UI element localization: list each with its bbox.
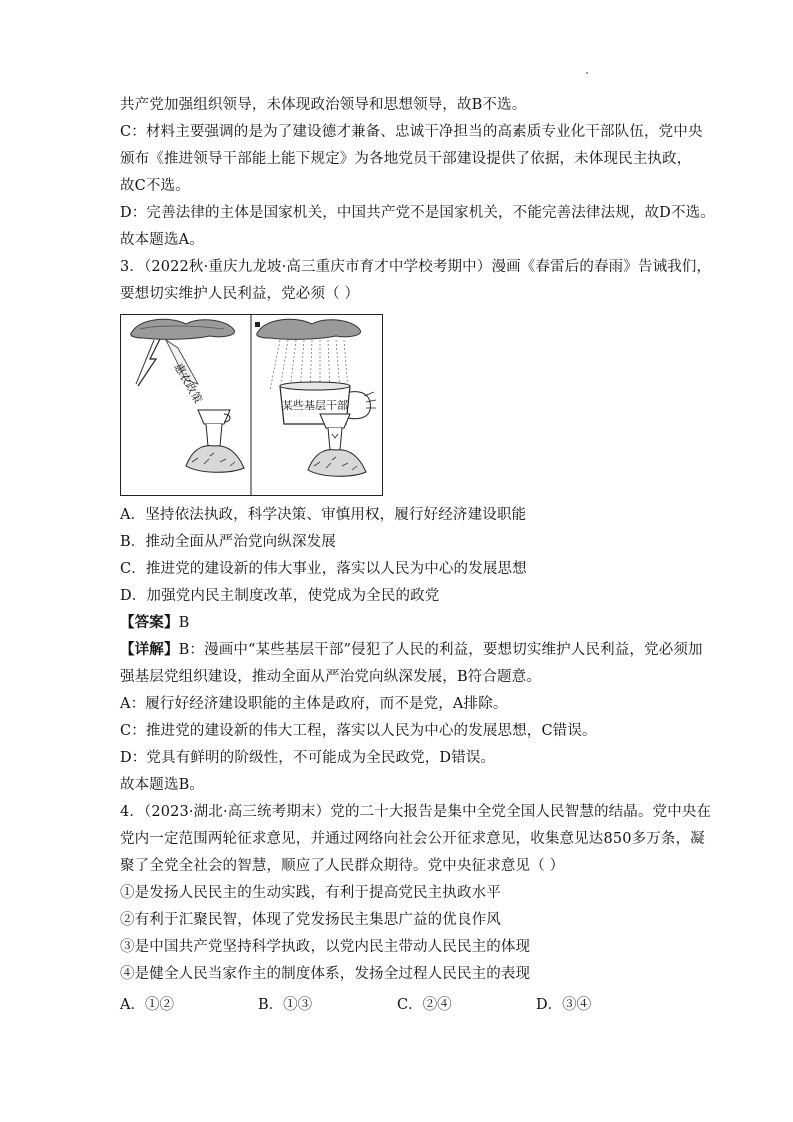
answer-line [120,613,189,633]
page-speck [586,72,588,74]
choice-a: A．①② [120,997,174,1013]
text-line: 故C不选。 [120,178,190,194]
explain-line: 故本题选B。 [120,777,205,793]
text-line: 故本题选A。 [120,232,204,248]
question-3-stem: 要想切实维护人民利益，党必须（ ） [120,286,360,302]
detail-text: B：漫画中“某些基层干部”侵犯了人民的利益，要想切实维护人民利益，党必须加 [178,642,703,658]
statement-item: ④是健全人民当家作主的制度体系，发扬全过程人民民主的表现 [120,966,531,982]
cartoon-label-right: 某些基层干部 [282,399,348,412]
text-line: 共产党加强组织领导，未体现政治领导和思想领导，故B不选。 [120,97,527,113]
choice-b: B．①③ [258,997,313,1013]
statement-item: ②有利于汇聚民智，体现了党发扬民主集思广益的优良作风 [120,912,501,928]
question-4-stem: 4．（2023·湖北·高三统考期末）党的二十大报告是集中全党全国人民智慧的结晶。党中央在 [120,804,712,820]
question-3-stem: 3．（2022秋·重庆九龙坡·高三重庆市育才中学校考期中）漫画《春雷后的春雨》告诫我们， [120,259,712,275]
detail-line [120,640,703,660]
choice-d: D．③④ [536,997,592,1013]
choice-c: C．②④ [397,997,452,1013]
question-4-stem: 聚了全党全社会的智慧，顺应了人民群众期待。党中央征求意见（ ） [120,858,565,874]
detail-line: 强基层党组织建设，推动全面从严治党向纵深发展，B符合题意。 [120,669,542,685]
answer-value: B [178,615,190,631]
statement-item: ③是中国共产党坚持科学执政，以党内民主带动人民民主的体现 [120,939,531,955]
text-line: 颁布《推进领导干部能上能下规定》为各地党员干部建设提供了依据，未体现民主执政， [120,151,692,167]
option-a: A．坚持依法执政，科学决策、审慎用权，履行好经济建设职能 [120,507,527,523]
text-line: D：完善法律的主体是国家机关，中国共产党不是国家机关，不能完善法律法规，故D不选。 [120,205,715,221]
detail-label: 【详解】 [120,641,179,658]
text-line: C：材料主要强调的是为了建设德才兼备、忠诚干净担当的高素质专业化干部队伍，党中央 [120,124,703,140]
explain-line: C：推进党的建设新的伟大工程，落实以人民为中心的发展思想，C错误。 [120,723,597,739]
option-d: D．加强党内民主制度改革，使党成为全民的政党 [120,588,440,604]
explain-line: A：履行好经济建设职能的主体是政府，而不是党，A排除。 [120,696,508,712]
cartoon-image [120,314,383,496]
explain-line: D：党具有鲜明的阶级性，不可能成为全民政党，D错误。 [120,750,496,766]
option-b: B．推动全面从严治党向纵深发展 [120,534,336,550]
question-4-stem: 党内一定范围两轮征求意见，并通过网络向社会公开征求意见，收集意见达850多万条，凝 [120,831,705,847]
answer-label: 【答案】 [120,614,179,631]
statement-item: ①是发扬人民民主的生动实践，有利于提高党民主执政水平 [120,885,501,901]
cartoon-label-left: 惠农政策 [171,361,205,406]
option-c: C．推进党的建设新的伟大事业，落实以人民为中心的发展思想 [120,561,527,577]
